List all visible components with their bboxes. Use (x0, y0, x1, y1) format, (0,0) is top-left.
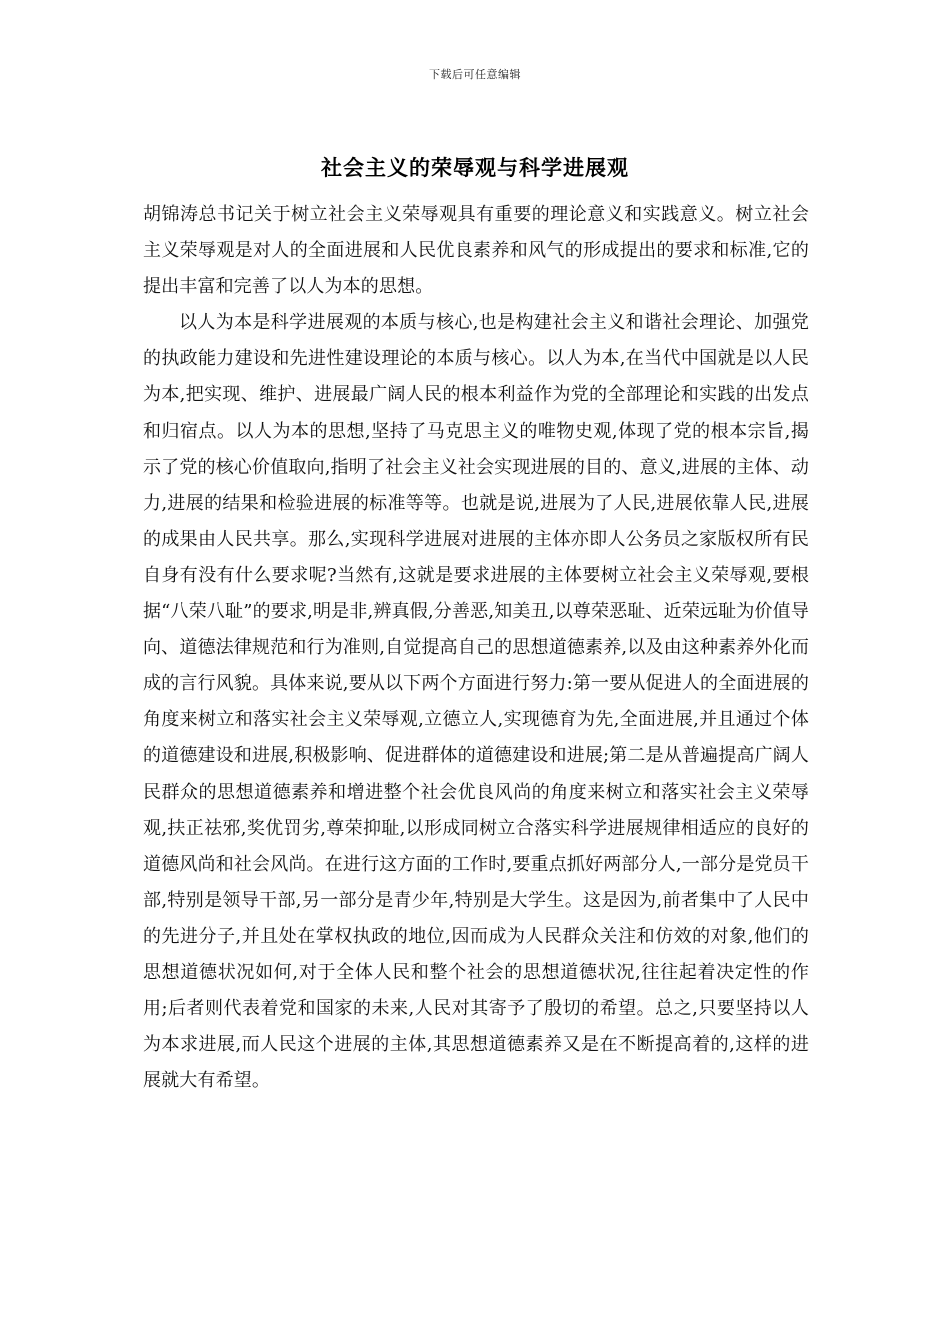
paragraph-1: 胡锦涛总书记关于树立社会主义荣辱观具有重要的理论意义和实践意义。树立社会主义荣辱观是对人的全面进展和人民优良素养和风气的形成提出的要求和标准,它的提出丰富和完善了以人为本的思想。 (143, 204, 809, 298)
document-body (143, 197, 809, 1099)
paragraph-2: 以人为本是科学进展观的本质与核心,也是构建社会主义和谐社会理论、加强党的执政能力建设和先进性建设理论的本质与核心。以人为本,在当代中国就是以人民为本,把实现、维护、进展最广阔人民的根本利益作为党的全部理论和实践的出发点和归宿点。以人为本的思想,坚持了马克思主义的唯物史观,体现了党的根本宗旨,揭示了党的核心价值取向,指明了社会主义社会实现进展的目的、意义,进展的主体、动力,进展的结果和检验进展的标准等等。也就是说,进展为了人民,进展依靠人民,进展的成果由人民共享。那么,实现科学进展对进展的主体亦即人公务员之家版权所有民自身有没有什么要求呢?当然有,这就是要求进展的主体要树立社会主义荣辱观,要根据“八荣八耻”的要求,明是非,辨真假,分善恶,知美丑,以尊荣恶耻、近荣远耻为价值导向、道德法律规范和行为准则,自觉提高自己的思想道德素养,以及由这种素养外化而成的言行风貌。具体来说,要从以下两个方面进行努力:第一要从促进人的全面进展的角度来树立和落实社会主义荣辱观,立德立人,实现德育为先,全面进展,并且通过个体的道德建设和进展,积极影响、促进群体的道德建设和进展;第二是从普遍提高广阔人民群众的思想道德素养和增进整个社会优良风尚的角度来树立和落实社会主义荣辱观,扶正祛邪,奖优罚劣,尊荣抑耻,以形成同树立合落实科学进展规律相适应的良好的道德风尚和社会风尚。在进行这方面的工作时,要重点抓好两部分人,一部分是党员干部,特别是领导干部,另一部分是青少年,特别是大学生。这是因为,前者集中了人民中的先进分子,并且处在掌权执政的地位,因而成为人民群众关注和仿效的对象,他们的思想道德状况如何,对于全体人民和整个社会的思想道德状况,往往起着决定性的作用;后者则代表着党和国家的未来,人民对其寄予了殷切的希望。总之,只要坚持以人为本求进展,而人民这个进展的主体,其思想道德素养又是在不断提高着的,这样的进展就大有希望。 (143, 312, 809, 1092)
header-note: 下载后可任意编辑 (429, 68, 521, 81)
document-title: 社会主义的荣辱观与科学进展观 (321, 155, 629, 180)
